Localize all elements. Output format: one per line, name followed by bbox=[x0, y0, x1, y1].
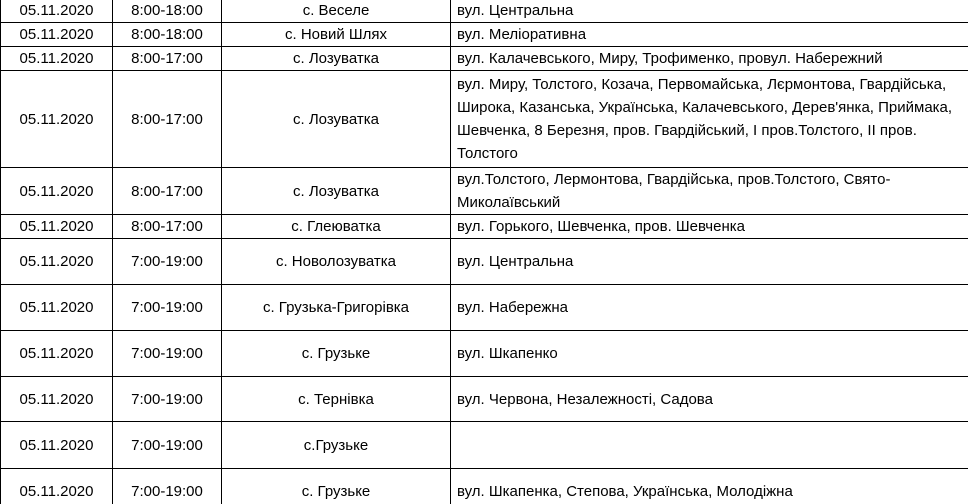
streets-cell: вул. Горького, Шевченка, пров. Шевченка bbox=[451, 215, 968, 239]
time-cell: 8:00-17:00 bbox=[113, 215, 222, 239]
time-cell: 7:00-19:00 bbox=[113, 331, 222, 377]
streets-cell: вул. Центральна bbox=[451, 0, 968, 23]
table-row bbox=[1, 331, 968, 377]
time-cell: 7:00-19:00 bbox=[113, 422, 222, 469]
table-row bbox=[1, 239, 968, 285]
village-cell: с. Лозуватка bbox=[222, 168, 451, 215]
village-cell: с. Грузька-Григорівка bbox=[222, 285, 451, 331]
date-cell: 05.11.2020 bbox=[1, 168, 113, 215]
village-cell: с.Грузьке bbox=[222, 422, 451, 469]
date-cell: 05.11.2020 bbox=[1, 285, 113, 331]
streets-cell: вул. Миру, Толстого, Козача, Первомайська, Лєрмонтова, Гвардійська, Широка, Казанська, Українська, Калачевського, Дерев'янка, Приймака, Шевченка, 8 Березня, пров. Гвардійський, І пров.Толстого, ІІ пров. Толстого bbox=[451, 71, 968, 168]
streets-cell: вул. Калачевського, Миру, Трофименко, провул. Набережний bbox=[451, 47, 968, 71]
streets-cell: вул. Червона, Незалежності, Садова bbox=[451, 377, 968, 422]
table-row bbox=[1, 469, 968, 504]
streets-cell: вул. Меліоративна bbox=[451, 23, 968, 47]
table-row bbox=[1, 285, 968, 331]
date-cell: 05.11.2020 bbox=[1, 331, 113, 377]
table-row bbox=[1, 422, 968, 469]
streets-cell bbox=[451, 422, 968, 469]
table-row bbox=[1, 0, 968, 23]
date-cell: 05.11.2020 bbox=[1, 469, 113, 504]
streets-cell: вул. Шкапенка, Степова, Українська, Молодіжна bbox=[451, 469, 968, 504]
table-row bbox=[1, 377, 968, 422]
time-cell: 8:00-17:00 bbox=[113, 71, 222, 168]
streets-cell: вул. Набережна bbox=[451, 285, 968, 331]
time-cell: 8:00-18:00 bbox=[113, 23, 222, 47]
streets-cell: вул.Толстого, Лермонтова, Гвардійська, пров.Толстого, Свято-Миколаївський bbox=[451, 168, 968, 215]
time-cell: 8:00-17:00 bbox=[113, 168, 222, 215]
date-cell: 05.11.2020 bbox=[1, 239, 113, 285]
streets-cell: вул. Шкапенко bbox=[451, 331, 968, 377]
date-cell: 05.11.2020 bbox=[1, 377, 113, 422]
date-cell: 05.11.2020 bbox=[1, 215, 113, 239]
village-cell: с. Лозуватка bbox=[222, 47, 451, 71]
table-row bbox=[1, 23, 968, 47]
table-row bbox=[1, 71, 968, 168]
table-row bbox=[1, 47, 968, 71]
date-cell: 05.11.2020 bbox=[1, 23, 113, 47]
village-cell: с. Глеюватка bbox=[222, 215, 451, 239]
village-cell: с. Грузьке bbox=[222, 331, 451, 377]
date-cell: 05.11.2020 bbox=[1, 47, 113, 71]
table-row bbox=[1, 215, 968, 239]
village-cell: с. Тернівка bbox=[222, 377, 451, 422]
time-cell: 7:00-19:00 bbox=[113, 285, 222, 331]
village-cell: с. Новолозуватка bbox=[222, 239, 451, 285]
time-cell: 8:00-17:00 bbox=[113, 47, 222, 71]
time-cell: 7:00-19:00 bbox=[113, 469, 222, 504]
time-cell: 7:00-19:00 bbox=[113, 377, 222, 422]
time-cell: 7:00-19:00 bbox=[113, 239, 222, 285]
village-cell: с. Грузьке bbox=[222, 469, 451, 504]
streets-cell: вул. Центральна bbox=[451, 239, 968, 285]
village-cell: с. Веселе bbox=[222, 0, 451, 23]
time-cell: 8:00-18:00 bbox=[113, 0, 222, 23]
date-cell: 05.11.2020 bbox=[1, 0, 113, 23]
table-body bbox=[1, 0, 968, 504]
table-row bbox=[1, 168, 968, 215]
date-cell: 05.11.2020 bbox=[1, 422, 113, 469]
date-cell: 05.11.2020 bbox=[1, 71, 113, 168]
village-cell: с. Лозуватка bbox=[222, 71, 451, 168]
village-cell: с. Новий Шлях bbox=[222, 23, 451, 47]
